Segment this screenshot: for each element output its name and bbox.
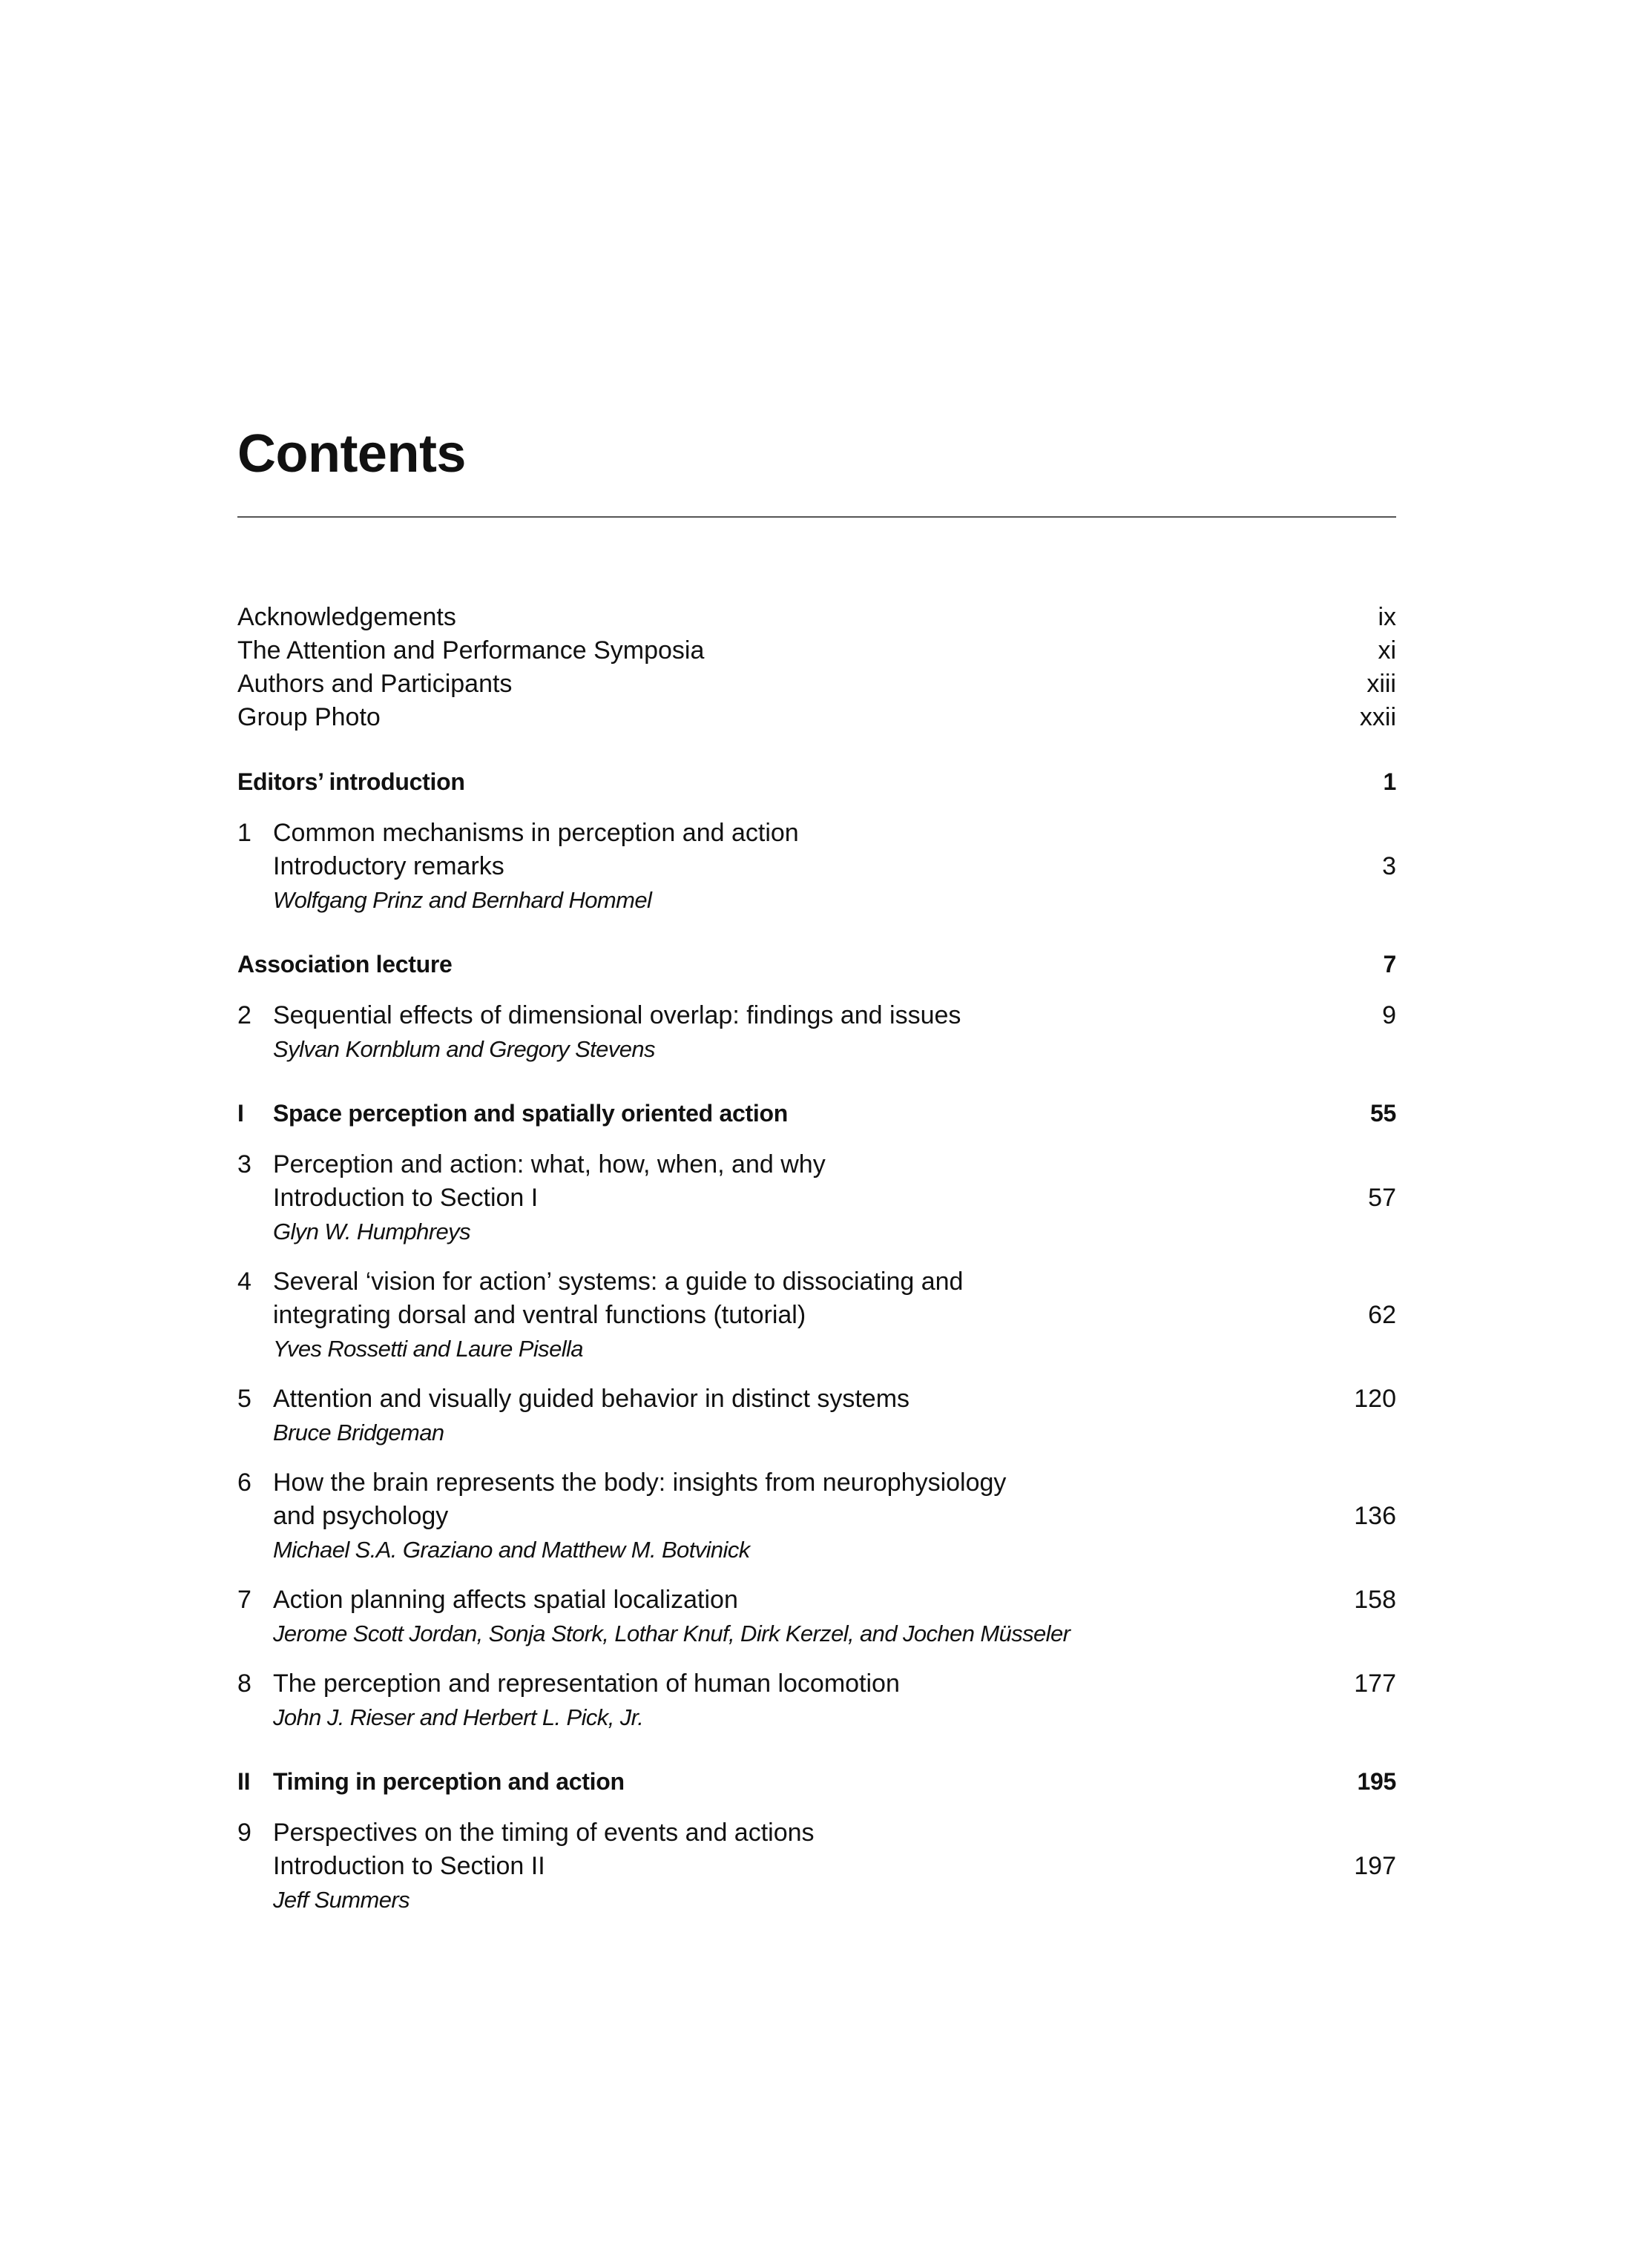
section-heading: Space perception and spatially oriented action: [273, 1100, 788, 1127]
toc-chapter-2[interactable]: [237, 999, 1396, 1032]
page-number: 7: [1383, 951, 1396, 978]
section-heading: Editors’ introduction: [237, 768, 465, 795]
entry-title: The Attention and Performance Symposia: [237, 636, 705, 665]
chapter-number: 6: [237, 1468, 251, 1497]
page-number: ix: [1378, 603, 1396, 631]
page-number: xxii: [1359, 703, 1396, 731]
chapter-title: Perception and action: what, how, when, and why: [273, 1150, 826, 1178]
chapter-title: Attention and visually guided behavior in distinct systems: [273, 1385, 910, 1413]
chapter-subtitle: Introduction to Section I: [273, 1184, 539, 1212]
chapter-title: Sequential effects of dimensional overlap: findings and issues: [273, 1001, 961, 1029]
table-of-contents: [237, 601, 1396, 1916]
entry-title: Authors and Participants: [237, 670, 513, 698]
chapter-authors: [237, 1032, 1396, 1066]
authors-text: Bruce Bridgeman: [273, 1420, 444, 1445]
page-title: Contents: [237, 424, 466, 484]
chapter-title: Several ‘vision for action’ systems: a guide to dissociating and: [273, 1267, 964, 1296]
toc-section-association-lecture[interactable]: [237, 948, 1396, 981]
title-divider: [237, 516, 1396, 518]
toc-section-ii[interactable]: [237, 1765, 1396, 1799]
chapter-title: Common mechanisms in perception and action: [273, 819, 799, 847]
chapter-title-line2: integrating dorsal and ventral functions (tutorial): [273, 1301, 806, 1329]
page-number: 1: [1383, 768, 1396, 795]
chapter-number: 1: [237, 819, 251, 847]
page-number: 3: [1382, 852, 1396, 880]
page-number: 120: [1354, 1385, 1396, 1413]
chapter-authors: [237, 1617, 1396, 1650]
chapter-number: 4: [237, 1267, 251, 1296]
chapter-authors: [237, 883, 1396, 917]
authors-text: Wolfgang Prinz and Bernhard Hommel: [273, 887, 652, 913]
chapter-number: 7: [237, 1586, 251, 1614]
authors-text: Glyn W. Humphreys: [273, 1219, 470, 1245]
page-number: 136: [1354, 1502, 1396, 1530]
page-number: xiii: [1366, 670, 1396, 698]
toc-chapter-8[interactable]: [237, 1667, 1396, 1701]
chapter-authors: [237, 1332, 1396, 1365]
toc-entry-symposia[interactable]: [237, 634, 1396, 667]
page-number: 9: [1382, 1001, 1396, 1029]
chapter-authors: [237, 1701, 1396, 1734]
chapter-title: Perspectives on the timing of events and actions: [273, 1819, 815, 1847]
chapter-authors: [237, 1416, 1396, 1449]
authors-text: Jeff Summers: [273, 1887, 410, 1913]
chapter-authors: [237, 1215, 1396, 1248]
chapter-subtitle-line: [237, 1181, 1396, 1215]
page-number: 62: [1368, 1301, 1396, 1329]
entry-title: Group Photo: [237, 703, 381, 731]
toc-chapter-1[interactable]: [237, 817, 1396, 850]
authors-text: John J. Rieser and Herbert L. Pick, Jr.: [273, 1704, 644, 1730]
chapter-authors: [237, 1883, 1396, 1916]
toc-chapter-5[interactable]: [237, 1382, 1396, 1416]
page-number: 177: [1354, 1669, 1396, 1698]
authors-text: Jerome Scott Jordan, Sonja Stork, Lothar Knuf, Dirk Kerzel, and Jochen Müsseler: [273, 1621, 1070, 1646]
toc-chapter-9[interactable]: [237, 1816, 1396, 1850]
section-heading: Timing in perception and action: [273, 1768, 625, 1795]
chapter-subtitle-line: [237, 850, 1396, 883]
page-number: xi: [1378, 636, 1396, 665]
chapter-subtitle-line: [237, 1850, 1396, 1883]
section-number: II: [237, 1768, 251, 1795]
toc-chapter-3[interactable]: [237, 1148, 1396, 1181]
chapter-number: 3: [237, 1150, 251, 1178]
chapter-title-continued: [237, 1500, 1396, 1533]
page-number: 55: [1370, 1100, 1396, 1127]
toc-entry-authors-participants[interactable]: [237, 667, 1396, 701]
chapter-title-line2: and psychology: [273, 1502, 449, 1530]
chapter-number: 5: [237, 1385, 251, 1413]
toc-section-editors-introduction[interactable]: [237, 765, 1396, 799]
chapter-title: The perception and representation of human locomotion: [273, 1669, 900, 1698]
page-number: 195: [1357, 1768, 1396, 1795]
toc-entry-acknowledgements[interactable]: [237, 601, 1396, 634]
page-number: 197: [1354, 1852, 1396, 1880]
chapter-number: 8: [237, 1669, 251, 1698]
chapter-number: 9: [237, 1819, 251, 1847]
page-number: 158: [1354, 1586, 1396, 1614]
chapter-number: 2: [237, 1001, 251, 1029]
authors-text: Michael S.A. Graziano and Matthew M. Botvinick: [273, 1537, 750, 1563]
chapter-title-continued: [237, 1299, 1396, 1332]
toc-section-i[interactable]: [237, 1097, 1396, 1130]
authors-text: Yves Rossetti and Laure Pisella: [273, 1336, 583, 1362]
toc-entry-group-photo[interactable]: [237, 701, 1396, 734]
chapter-subtitle: Introductory remarks: [273, 852, 504, 880]
chapter-subtitle: Introduction to Section II: [273, 1852, 545, 1880]
chapter-authors: [237, 1533, 1396, 1566]
chapter-title: How the brain represents the body: insights from neurophysiology: [273, 1468, 1007, 1497]
authors-text: Sylvan Kornblum and Gregory Stevens: [273, 1036, 655, 1062]
chapter-title: Action planning affects spatial localization: [273, 1586, 738, 1614]
section-number: I: [237, 1100, 244, 1127]
toc-chapter-6[interactable]: [237, 1466, 1396, 1500]
page-number: 57: [1368, 1184, 1396, 1212]
toc-chapter-4[interactable]: [237, 1265, 1396, 1299]
entry-title: Acknowledgements: [237, 603, 456, 631]
toc-chapter-7[interactable]: [237, 1583, 1396, 1617]
section-heading: Association lecture: [237, 951, 453, 978]
